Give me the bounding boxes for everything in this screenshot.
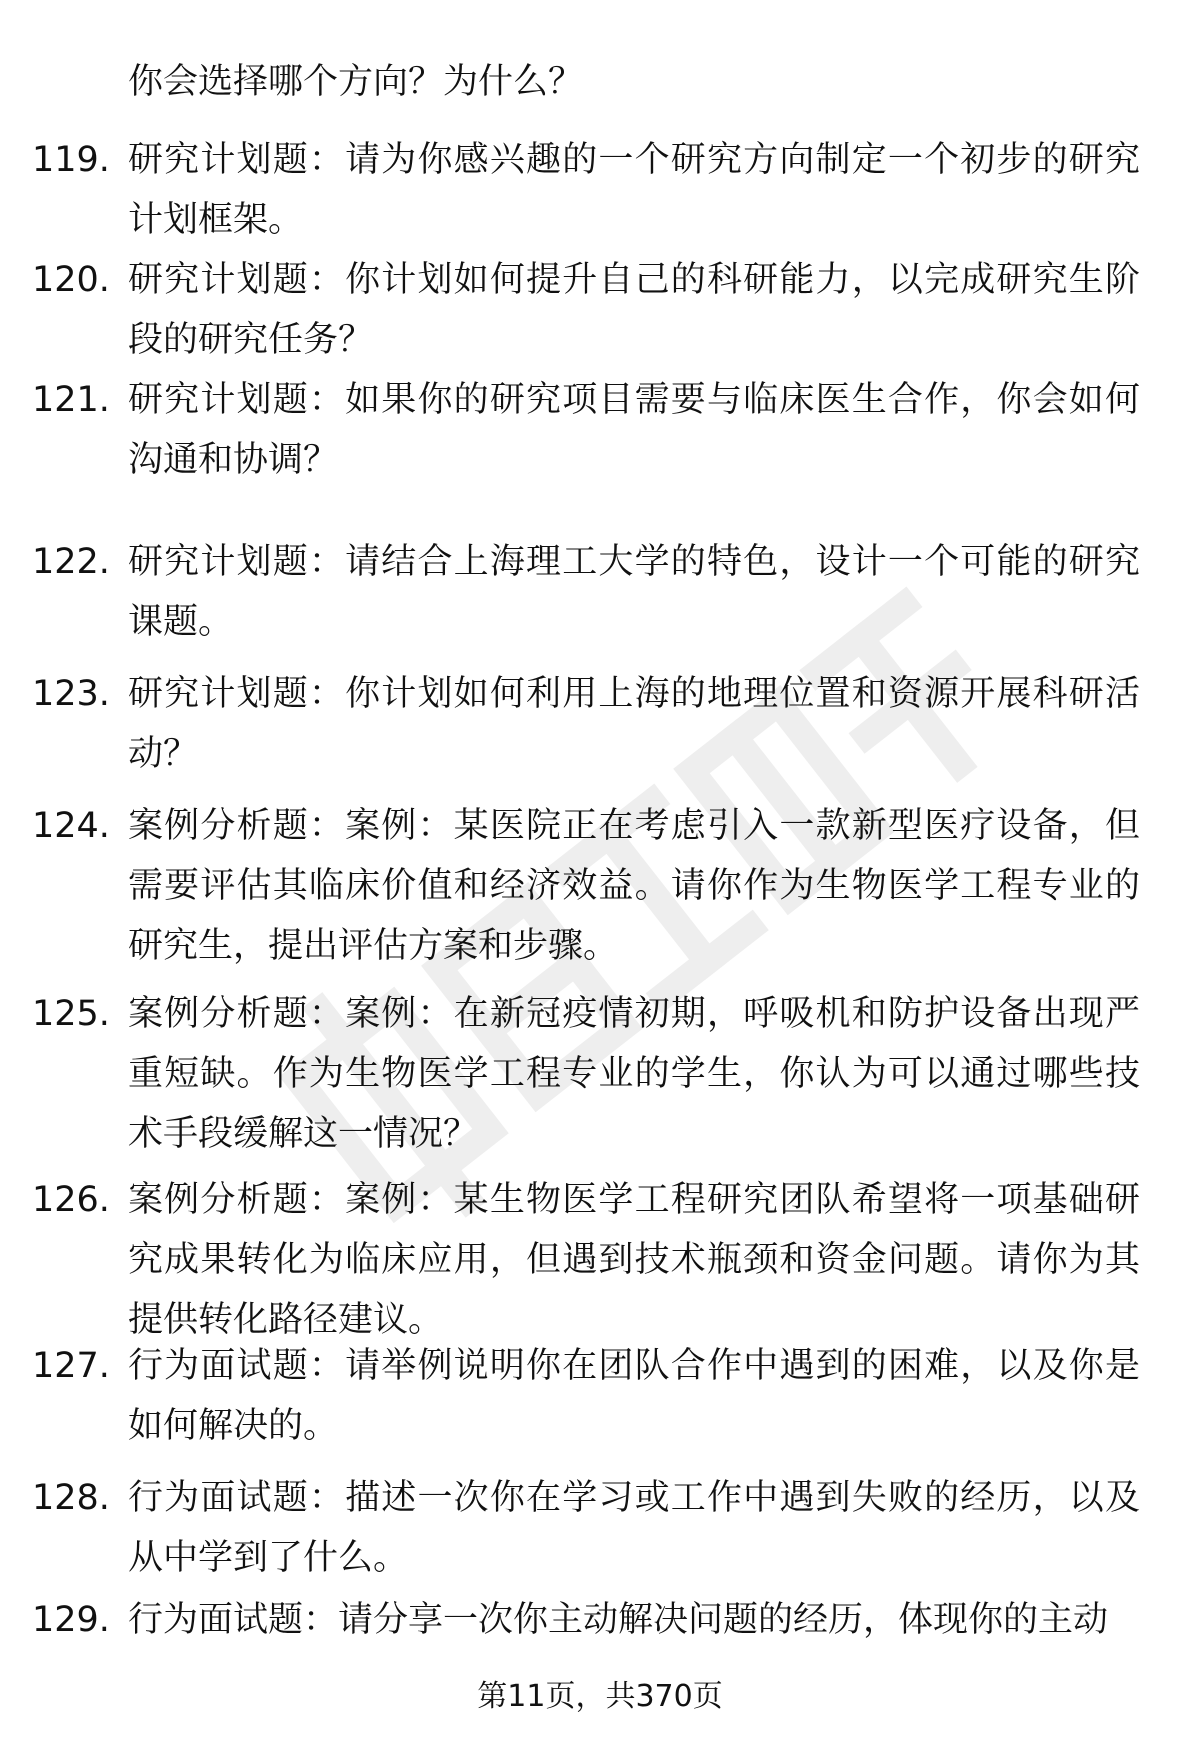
item-text: 研究计划题：你计划如何提升自己的科研能力，以完成研究生阶段的研究任务？ (128, 260, 1140, 360)
item-text: 行为面试题：描述一次你在学习或工作中遇到失败的经历，以及从中学到了什么。 (128, 1478, 1140, 1578)
item-text: 行为面试题：请举例说明你在团队合作中遇到的困难，以及你是如何解决的。 (128, 1346, 1140, 1446)
item-text: 研究计划题：你计划如何利用上海的地理位置和资源开展科研活动？ (128, 674, 1140, 774)
item-number: 124. (32, 806, 110, 846)
item-number: 126. (32, 1180, 110, 1220)
item-number: 128. (32, 1478, 110, 1518)
item-text: 行为面试题：请分享一次你主动解决问题的经历，体现你的主动 (128, 1600, 1109, 1640)
item-text: 研究计划题：如果你的研究项目需要与临床医生合作，你会如何沟通和协调？ (128, 380, 1140, 480)
item-text: 研究计划题：请为你感兴趣的一个研究方向制定一个初步的研究计划框架。 (128, 140, 1140, 240)
item-text: 案例分析题：案例：某生物医学工程研究团队希望将一项基础研究成果转化为临床应用，但遇到技术瓶颈和资金问题。请你为其提供转化路径建议。 (128, 1180, 1140, 1340)
item-number: 119. (32, 140, 110, 180)
item-number: 122. (32, 542, 110, 582)
item-text: 案例分析题：案例：某医院正在考虑引入一款新型医疗设备，但需要评估其临床价值和经济效益。请你作为生物医学工程专业的研究生，提出评估方案和步骤。 (128, 806, 1140, 966)
item-number: 123. (32, 674, 110, 714)
item-number: 125. (32, 994, 110, 1034)
item-number: 121. (32, 380, 110, 420)
item-number: 129. (32, 1600, 110, 1640)
item-text: 案例分析题：案例：在新冠疫情初期，呼吸机和防护设备出现严重短缺。作为生物医学工程专业的学生，你认为可以通过哪些技术手段缓解这一情况？ (128, 994, 1140, 1154)
item-text: 研究计划题：请结合上海理工大学的特色，设计一个可能的研究课题。 (128, 542, 1140, 642)
item-number: 120. (32, 260, 110, 300)
page-footer: 第11页，共370页 (477, 1679, 723, 1714)
item-number: 127. (32, 1346, 110, 1386)
continued-text: 你会选择哪个方向？为什么？ (128, 62, 584, 102)
